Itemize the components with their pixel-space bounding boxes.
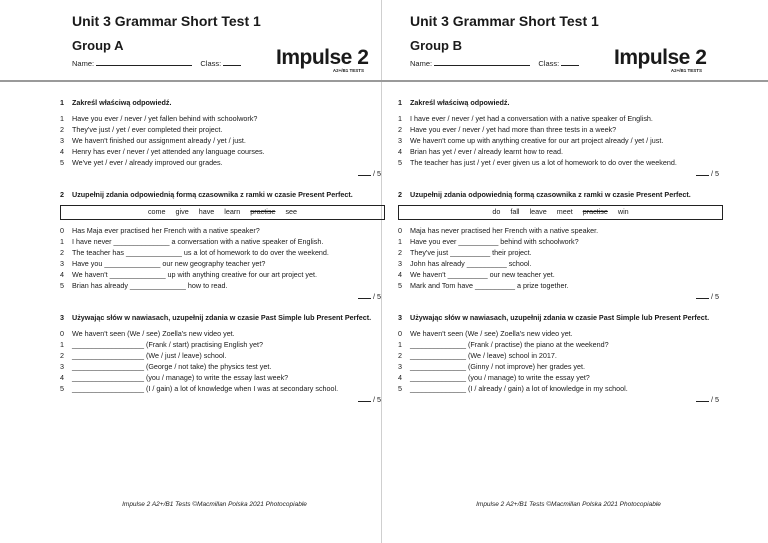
score-field[interactable] xyxy=(696,168,709,176)
student-info xyxy=(72,57,241,68)
impulse-logo xyxy=(614,46,707,74)
question-item: 5 Brian has already ______________ how to read. xyxy=(60,281,228,290)
question-item: 1 Have you ever / never / yet fallen behind with schoolwork? xyxy=(60,114,258,123)
test-content xyxy=(60,97,385,415)
score-box: / 5 xyxy=(398,168,723,179)
question-item: 2 __________________ (We / just / leave) school. xyxy=(60,351,227,360)
exercise-3 xyxy=(398,312,723,405)
word-box-item-example: practise xyxy=(250,207,276,216)
name-label: Name: xyxy=(410,59,433,68)
exercise-1 xyxy=(398,97,723,179)
word-box-item: leave xyxy=(529,207,547,216)
score-field[interactable] xyxy=(358,168,371,176)
word-box-item: have xyxy=(198,207,215,216)
logo-subtitle: A2+/B1 TESTS xyxy=(332,68,364,73)
question-item: 1 I have ever / never / yet had a conversation with a native speaker of English. xyxy=(398,114,653,123)
exercise-3 xyxy=(60,312,385,405)
exercise-1 xyxy=(60,97,385,179)
impulse-logo xyxy=(276,46,369,74)
score-box: / 5 xyxy=(60,168,385,179)
question-item: 5 ______________ (I / already / gain) a lot of knowledge in my school. xyxy=(398,384,628,393)
test-sheet-group-b xyxy=(396,0,741,543)
word-box-item: meet xyxy=(556,207,573,216)
question-item: 4 __________________ (you / manage) to write the essay last week? xyxy=(60,373,289,382)
question-item: 2 The teacher has ______________ us a lot of homework to do over the weekend. xyxy=(60,248,329,257)
question-item: 0 We haven't seen (We / see) Zoella's new video yet. xyxy=(398,329,573,338)
name-label: Name: xyxy=(72,59,95,68)
student-info xyxy=(410,57,579,68)
question-item: 5 Mark and Tom have __________ a prize together. xyxy=(398,281,569,290)
question-item: 2 ______________ (We / leave) school in 2017. xyxy=(398,351,557,360)
question-item: 3 We haven't finished our assignment already / yet / just. xyxy=(60,136,246,145)
question-item: 0 Maja has never practised her French with a native speaker. xyxy=(398,226,599,235)
exercise-heading: 3 Używając słów w nawiasach, uzupełnij zdania w czasie Past Simple lub Present Perfect. xyxy=(398,313,710,322)
exercise-heading: 2 Uzupełnij zdania odpowiednią formą czasownika z ramki w czasie Present Perfect. xyxy=(60,190,353,199)
exercise-heading: 2 Uzupełnij zdania odpowiednią formą czasownika z ramki w czasie Present Perfect. xyxy=(398,190,691,199)
exercise-2 xyxy=(60,189,385,302)
question-item: 4 We haven't ______________ up with anything creative for our art project yet. xyxy=(60,270,317,279)
name-field[interactable] xyxy=(96,57,192,66)
score-box: / 5 xyxy=(398,394,723,405)
word-box-item: come xyxy=(147,207,166,216)
logo-wordmark: Impulse 2 xyxy=(614,46,707,69)
question-item: 3 __________________ (George / not take) the physics test yet. xyxy=(60,362,272,371)
word-box xyxy=(60,205,385,220)
question-item: 4 Henry has ever / never / yet attended any language courses. xyxy=(60,147,265,156)
question-item: 4 Brian has yet / ever / already learnt how to read. xyxy=(398,147,564,156)
score-field[interactable] xyxy=(358,394,371,402)
question-item: 0 We haven't seen (We / see) Zoella's new video yet. xyxy=(60,329,235,338)
word-box-item-example: practise xyxy=(582,207,608,216)
score-field[interactable] xyxy=(358,291,371,299)
class-label: Class: xyxy=(538,59,560,68)
score-box: / 5 xyxy=(398,291,723,302)
question-item: 5 We've yet / ever / already improved our grades. xyxy=(60,158,223,167)
word-box-item: win xyxy=(617,207,629,216)
test-sheet-group-a xyxy=(42,0,387,543)
question-item: 2 Have you ever / never / yet had more than three tests in a week? xyxy=(398,125,617,134)
name-field[interactable] xyxy=(434,57,530,66)
question-item: 5 __________________ (I / gain) a lot of knowledge when I was at secondary school. xyxy=(60,384,339,393)
exercise-heading: 3 Używając słów w nawiasach, uzupełnij zdania w czasie Past Simple lub Present Perfect. xyxy=(60,313,372,322)
class-field[interactable] xyxy=(561,57,579,66)
question-item: 5 The teacher has just / yet / ever given us a lot of homework to do over the weekend. xyxy=(398,158,677,167)
class-label: Class: xyxy=(200,59,222,68)
logo-wordmark: Impulse 2 xyxy=(276,46,369,69)
question-item: 4 ______________ (you / manage) to write the essay yet? xyxy=(398,373,590,382)
exercise-heading: 1 Zakreśl właściwą odpowiedź. xyxy=(60,98,172,107)
word-box-item: fall xyxy=(510,207,520,216)
question-item: 3 We haven't come up with anything creative for our art project already / yet / just. xyxy=(398,136,664,145)
score-field[interactable] xyxy=(696,291,709,299)
class-field[interactable] xyxy=(223,57,241,66)
word-box-item: see xyxy=(285,207,298,216)
test-title: Unit 3 Grammar Short Test 1 xyxy=(72,13,261,29)
score-field[interactable] xyxy=(696,394,709,402)
group-label: Group B xyxy=(410,38,462,53)
question-item: 3 ______________ (Ginny / not improve) her grades yet. xyxy=(398,362,586,371)
word-box-item: learn xyxy=(224,207,241,216)
question-item: 1 Have you ever __________ behind with schoolwork? xyxy=(398,237,579,246)
exercise-2 xyxy=(398,189,723,302)
score-box: / 5 xyxy=(60,394,385,405)
question-item: 2 They've just __________ their project. xyxy=(398,248,532,257)
test-content xyxy=(398,97,723,415)
question-item: 4 We haven't __________ our new teacher yet. xyxy=(398,270,555,279)
exercise-heading: 1 Zakreśl właściwą odpowiedź. xyxy=(398,98,510,107)
copyright-footer: Impulse 2 A2+/B1 Tests ©Macmillan Polska 2021 Photocopiable xyxy=(122,501,307,508)
question-item: 0 Has Maja ever practised her French with a native speaker? xyxy=(60,226,260,235)
group-label: Group A xyxy=(72,38,124,53)
score-box: / 5 xyxy=(60,291,385,302)
question-item: 2 They've just / yet / ever completed their project. xyxy=(60,125,223,134)
question-item: 3 Have you ______________ our new geography teacher yet? xyxy=(60,259,266,268)
test-title: Unit 3 Grammar Short Test 1 xyxy=(410,13,599,29)
question-item: 3 John has already __________ school. xyxy=(398,259,532,268)
question-item: 1 ______________ (Frank / practise) the piano at the weekend? xyxy=(398,340,609,349)
question-item: 1 __________________ (Frank / start) practising English yet? xyxy=(60,340,263,349)
word-box xyxy=(398,205,723,220)
copyright-footer: Impulse 2 A2+/B1 Tests ©Macmillan Polska 2021 Photocopiable xyxy=(476,501,661,508)
logo-subtitle: A2+/B1 TESTS xyxy=(670,68,702,73)
word-box-item: give xyxy=(175,207,189,216)
question-item: 1 I have never ______________ a conversation with a native speaker of English. xyxy=(60,237,324,246)
word-box-item: do xyxy=(492,207,501,216)
